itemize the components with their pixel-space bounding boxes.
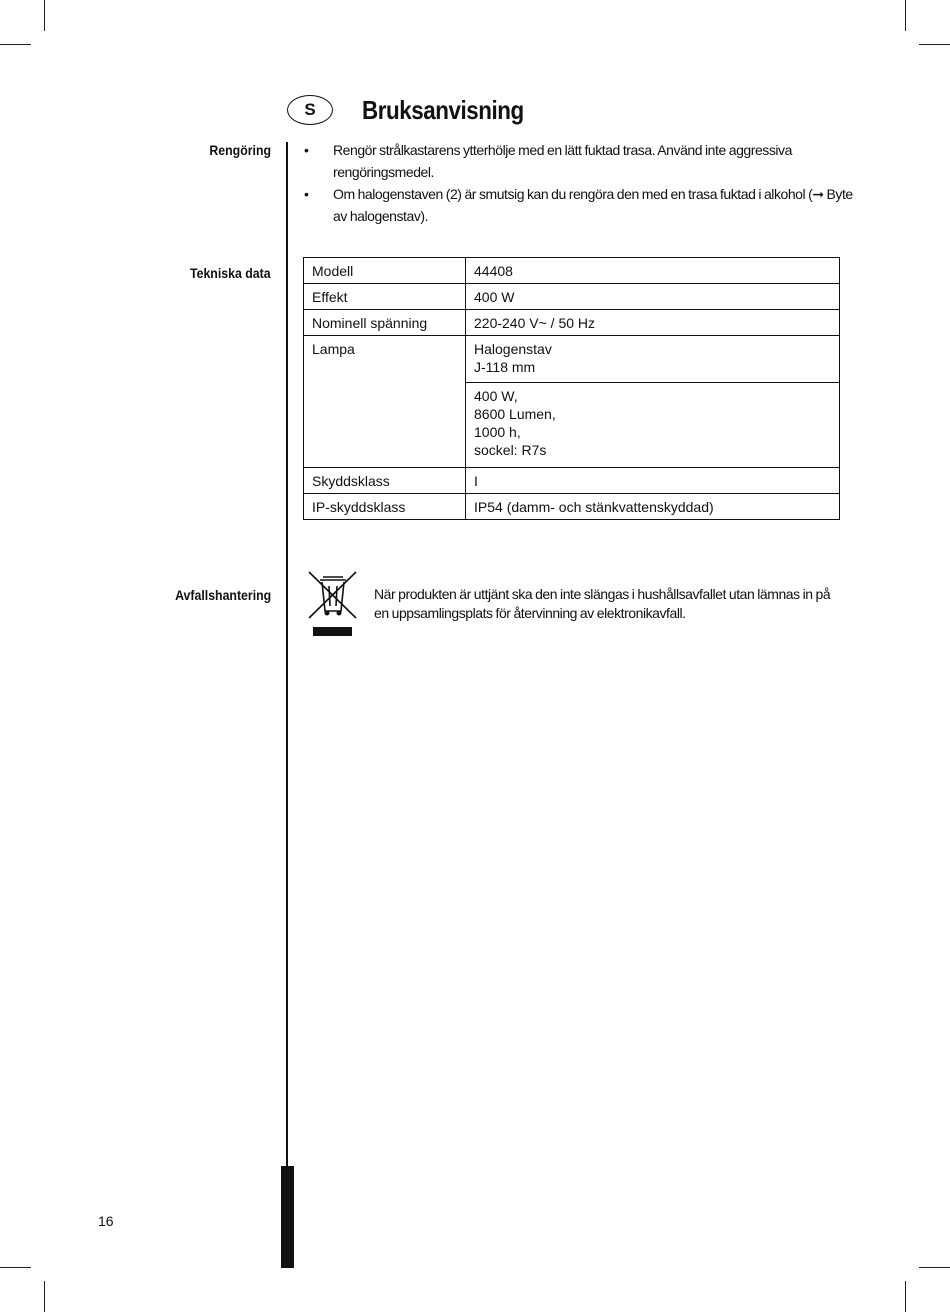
section-label-disposal: Avfallshantering [174,587,271,603]
crop-mark [919,44,950,45]
crop-mark [44,1281,45,1312]
table-row [304,258,840,284]
tech-data-table [303,257,840,520]
table-key-cell: IP-skyddsklass [304,494,466,520]
page-edge-tab [281,1166,294,1268]
bullet-icon: • [304,142,309,158]
section-label-cleaning: Rengöring [209,142,271,158]
language-badge: S [287,95,333,125]
table-value-cell: 400 W [466,284,840,310]
crop-mark [44,0,45,31]
crop-mark [0,1267,31,1268]
column-divider [286,142,288,1170]
list-item [304,183,864,227]
bullet-text: Om halogenstaven (2) är smutsig kan du rengöra den med en trasa fuktad i alkohol (➞ Byte av halogenstav). [333,186,853,224]
table-key-cell: Skyddsklass [304,468,466,494]
table-row [304,336,840,383]
cleaning-list [304,139,864,227]
disposal-text: När produkten är uttjänt ska den inte slängas i hushållsavfallet utan lämnas in på en uppsamlingsplats för återvinning av elektronikavfall. [374,586,831,621]
table-value-cell: IP54 (damm- och stänkvattenskyddad) [466,494,840,520]
table-row [304,468,840,494]
crop-mark [905,0,906,31]
table-value-cell: 44408 [466,258,840,284]
page-title: Bruksanvisning [362,95,524,125]
crop-mark [0,44,31,45]
table-value-cell: 220-240 V~ / 50 Hz [466,310,840,336]
table-row [304,310,840,336]
list-item [304,139,864,183]
table-key-cell: Modell [304,258,466,284]
page-number: 16 [98,1213,114,1229]
table-key-cell: Lampa [304,336,466,468]
crop-mark [919,1267,950,1268]
bullet-text: Rengör strålkastarens ytterhölje med en lätt fuktad trasa. Använd inte aggressiva rengöringsmedel. [333,142,792,180]
section-label-tech: Tekniska data [190,265,271,281]
table-value-cell: Halogenstav J-118 mm [466,336,840,383]
table-row [304,494,840,520]
table-key-cell: Effekt [304,284,466,310]
table-value-cell: I [466,468,840,494]
table-value-cell: 400 W, 8600 Lumen, 1000 h, sockel: R7s [466,383,840,468]
table-key-cell: Nominell spänning [304,310,466,336]
bullet-icon: • [304,186,309,202]
weee-crossed-bin-icon [306,570,360,638]
table-row [304,284,840,310]
crop-mark [905,1281,906,1312]
